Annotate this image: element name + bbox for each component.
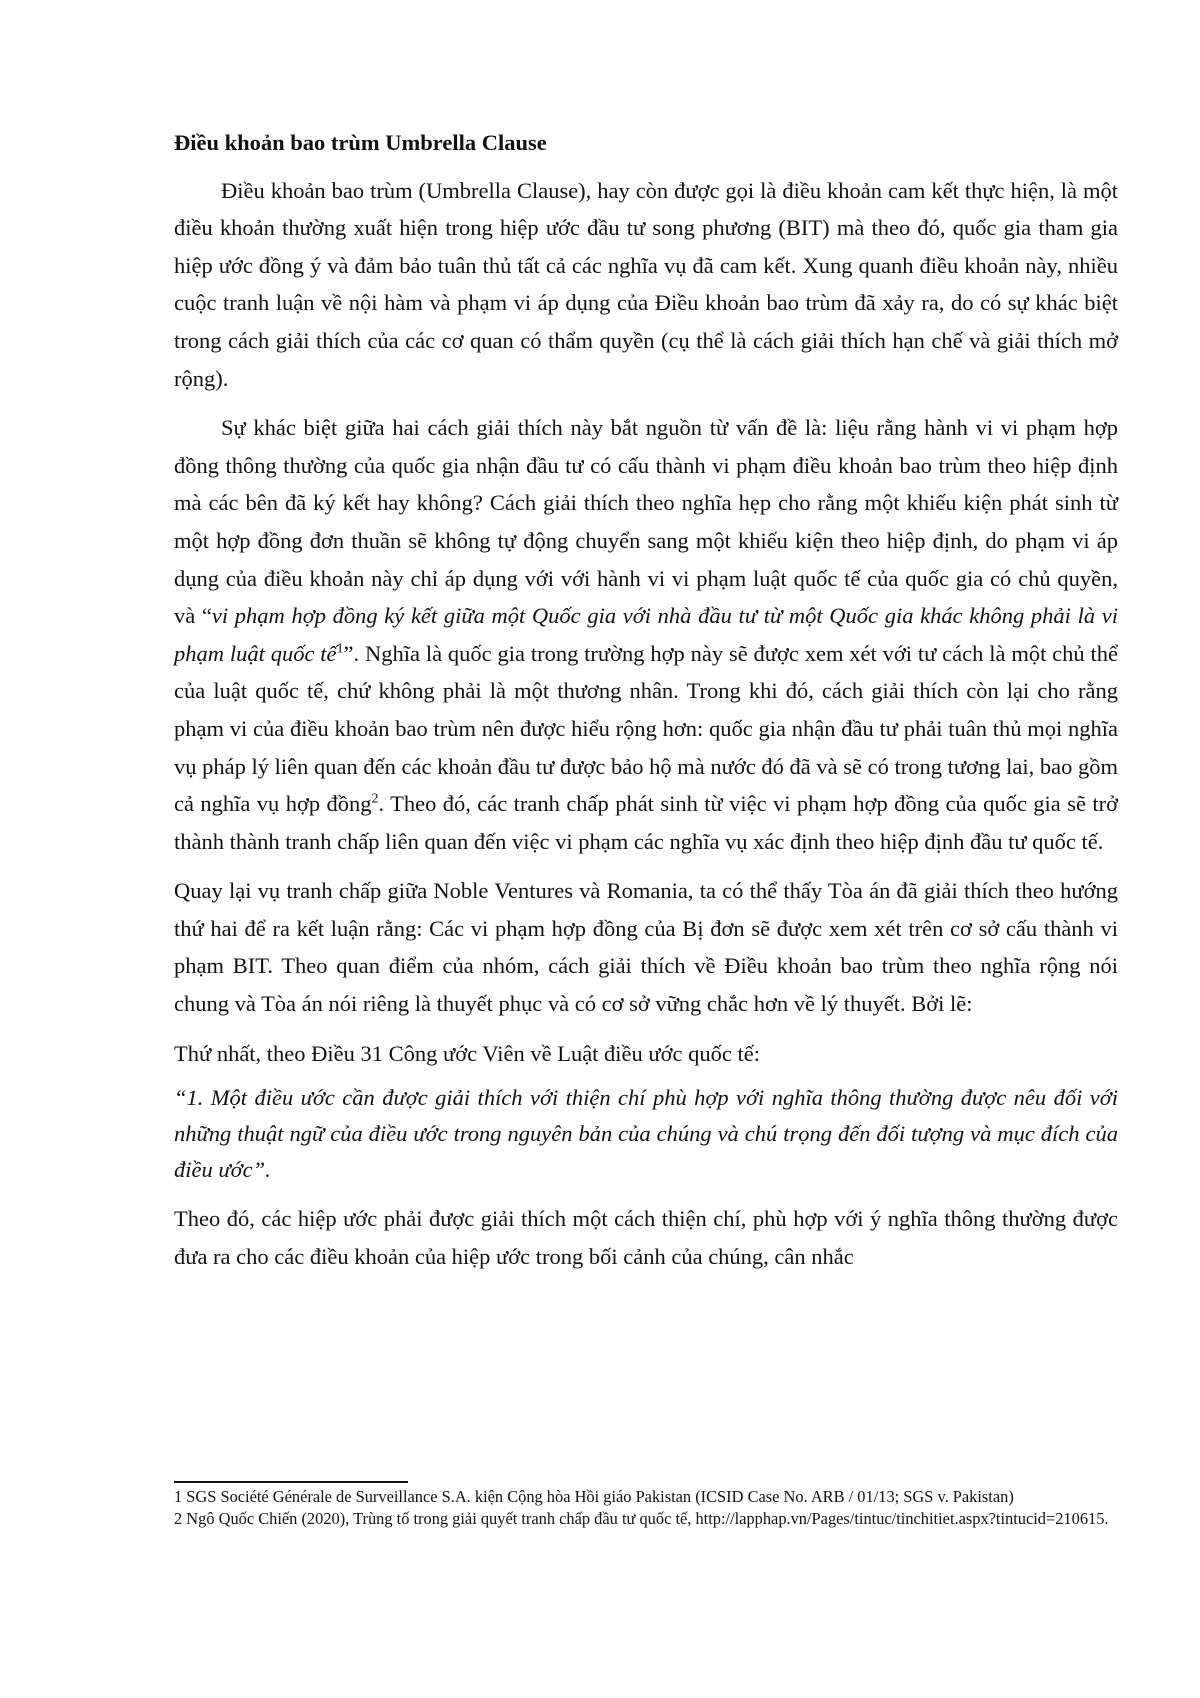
paragraph-4: Thứ nhất, theo Điều 31 Công ước Viên về Luật điều ước quốc tế: bbox=[174, 1040, 760, 1066]
paragraph-3: Quay lại vụ tranh chấp giữa Noble Ventures và Romania, ta có thể thấy Tòa án đã giải thích theo hướng thứ hai để ra kết luận rằng: Các vi phạm hợp đồng của Bị đơn sẽ được xem xét trên cơ sở cấu thành vi phạm BIT. Theo quan điểm của nhóm, cách giải thích về Điều khoản bao trùm theo nghĩa rộng nói chung và Tòa án nói riêng là thuyết phục và có cơ sở vững chắc hơn về lý thuyết. Bởi lẽ: bbox=[174, 878, 1118, 1017]
footnote-ref-1[interactable]: 1 bbox=[336, 641, 344, 657]
footnote-2: 2 Ngô Quốc Chiến (2020), Trùng tố trong giải quyết tranh chấp đầu tư quốc tế, http://lapphap.vn/Pages/tintuc/tinchitiet.aspx?tintucid=210615. bbox=[174, 1508, 1109, 1528]
section-heading: Điều khoản bao trùm Umbrella Clause bbox=[174, 130, 547, 155]
footnote-divider bbox=[174, 1481, 408, 1483]
paragraph-2-text-b: ”. Nghĩa là quốc gia trong trường hợp này sẽ được xem xét với tư cách là một chủ thể của luật quốc tế, chứ không phải là một thương nhân. Trong khi đó, cách giải thích còn lại cho rằng phạm vi của điều khoản bao trùm nên được hiểu rộng hơn: quốc gia nhận đầu tư phải tuân thủ mọi nghĩa vụ pháp lý liên quan đến các khoản đầu tư được bảo hộ mà nước đó đã và sẽ có trong tương lai, bao gồm cả nghĩa vụ hợp đồng bbox=[174, 640, 1119, 817]
body-text bbox=[174, 124, 1118, 1275]
paragraph-1: Điều khoản bao trùm (Umbrella Clause), hay còn được gọi là điều khoản cam kết thực hiện, là một điều khoản thường xuất hiện trong hiệp ước đầu tư song phương (BIT) mà theo đó, quốc gia tham gia hiệp ước đồng ý và đảm bảo tuân thủ tất cả các nghĩa vụ đã cam kết. Xung quanh điều khoản này, nhiều cuộc tranh luận về nội hàm và phạm vi áp dụng của Điều khoản bao trùm đã xảy ra, do có sự khác biệt trong cách giải thích của các cơ quan có thẩm quyền (cụ thể là cách giải thích hạn chế và giải thích mở rộng). bbox=[174, 177, 1118, 391]
paragraph-2-italic-quote: vi phạm hợp đồng ký kết giữa một Quốc gia với nhà đầu tư từ một Quốc gia khác không phải là vi phạm luật quốc tế bbox=[174, 603, 1118, 666]
paragraph-2 bbox=[174, 409, 1118, 860]
footnotes bbox=[174, 1486, 1118, 1529]
paragraph-2-text-a: Sự khác biệt giữa hai cách giải thích này bắt nguồn từ vấn đề là: liệu rằng hành vi vi phạm hợp đồng thông thường của quốc gia nhận đầu tư có cấu thành vi phạm điều khoản bao trùm theo hiệp định mà các bên đã ký kết hay không? Cách giải thích theo nghĩa hẹp cho rằng một khiếu kiện phát sinh từ một hợp đồng đơn thuần sẽ không tự động chuyển sang một khiếu kiện theo hiệp định, do phạm vi áp dụng của điều khoản này chỉ áp dụng với với hành vi vi phạm luật quốc tế của quốc gia có chủ quyền, và “ bbox=[174, 415, 1118, 629]
footnote-1: 1 SGS Société Générale de Surveillance S.A. kiện Cộng hòa Hồi giáo Pakistan (ICSID Case No. ARB / 01/13; SGS v. Pakistan) bbox=[174, 1487, 1014, 1506]
block-quote: “1. Một điều ước cần được giải thích với thiện chí phù hợp với nghĩa thông thường được nêu đối với những thuật ngữ của điều ước trong nguyên bản của chúng và chú trọng đến đối tượng và mục đích của điều ước”. bbox=[174, 1085, 1118, 1183]
paragraph-5: Theo đó, các hiệp ước phải được giải thích một cách thiện chí, phù hợp với ý nghĩa thông thường được đưa ra cho các điều khoản của hiệp ước trong bối cảnh của chúng, cân nhắc bbox=[174, 1206, 1118, 1269]
paragraph-2-text-c: . Theo đó, các tranh chấp phát sinh từ việc vi phạm hợp đồng của quốc gia sẽ trở thành thành tranh chấp liên quan đến việc vi phạm các nghĩa vụ xác định theo hiệp định đầu tư quốc tế. bbox=[174, 791, 1118, 854]
footnote-ref-2[interactable]: 2 bbox=[371, 791, 379, 807]
